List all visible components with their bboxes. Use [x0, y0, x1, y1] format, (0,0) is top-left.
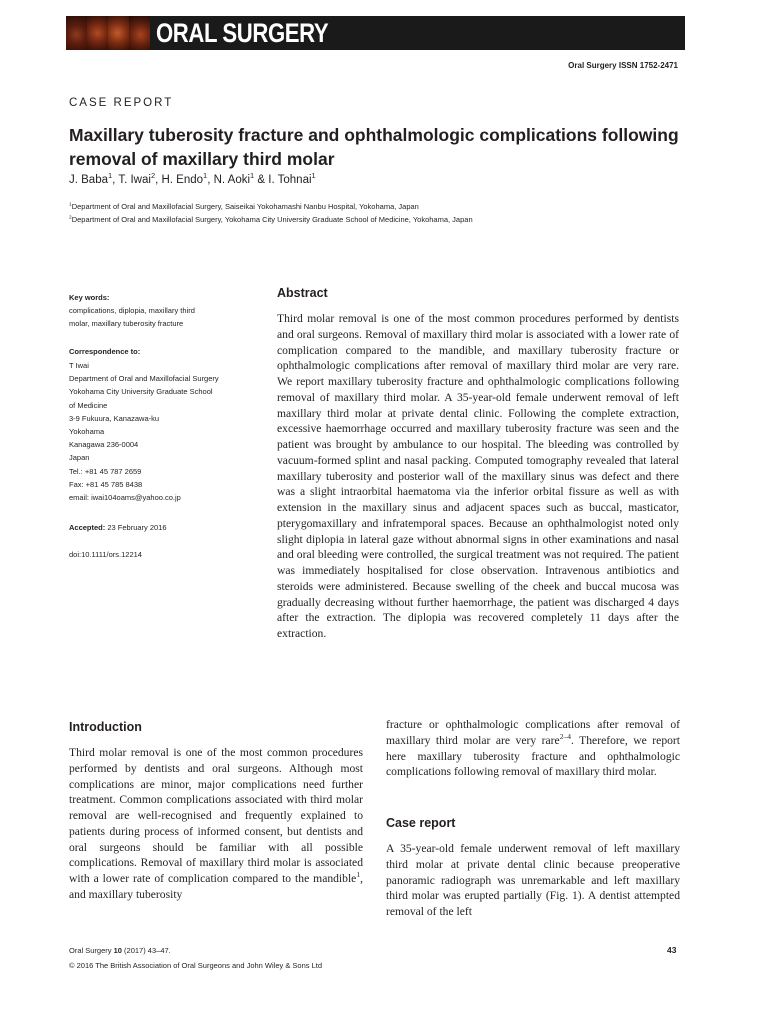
keywords-heading: Key words: [69, 293, 110, 302]
correspondence-email[interactable]: email: iwai104oams@yahoo.co.jp [69, 493, 181, 503]
journal-banner [66, 16, 685, 50]
case-report-text: A 35-year-old female underwent removal of left maxillary third molar at private dental clinic because preoperative panoramic radiograph was unremarkable and left maxillary third molar was erupted partially (Fig. 1). A dentist attempted removal of the left [386, 842, 680, 918]
affiliation: $^1$Department of Oral and Maxillofacial Surgery, Saiseikai Yokohamashi Nanbu Hospital, Yokohama, Japan [69, 202, 419, 211]
correspondence-heading: Correspondence to: [69, 347, 141, 356]
author-list [69, 171, 316, 186]
journal-issn: Oral Surgery ISSN 1752-2471 [568, 61, 678, 70]
footer-copyright: © 2016 The British Association of Oral Surgeons and John Wiley & Sons Ltd [69, 961, 323, 970]
banner-photo [129, 16, 150, 50]
article-type: CASE REPORT [69, 97, 174, 109]
introduction-text: Third molar removal is one of the most common procedures performed by dentists and oral surgeons. Although most complications are minor, major complications need further treatment. Common complications associated with third molar removal are well-recognised and frequently explained to patients during process of informed consent, but dentists and oral surgeons should be familiar with all possible complications. Removal of maxillary third molar is associated with a lower rate of complication compared to the mandible$^1$, and maxillary tuberosity [69, 746, 363, 901]
author: N. Aoki$^1$ & [213, 171, 269, 186]
correspondence-address: T Iwai Department of Oral and Maxillofacial Surgery Yokohama City University Graduate School of Medicine 3-9 Fukuura, Kanazawa-ku Yokohama Kanagawa 236-0004 Japan Tel.: +81 45 787 2659 Fax: +81 45 785 8438 email: iwai104oams@yahoo.co.jp [69, 359, 269, 504]
citation-ref[interactable]: 1 [356, 870, 361, 880]
abstract-heading: Abstract [277, 286, 328, 300]
accepted-date: Accepted: 23 February 2016 [69, 523, 167, 532]
citation-ref[interactable]: 2–4 [559, 731, 571, 741]
introduction-heading: Introduction [69, 720, 142, 734]
keywords: complications, diplopia, maxillary third molar, maxillary tuberosity fracture [69, 306, 195, 329]
banner-photo [66, 16, 87, 50]
page-number: 43 [667, 945, 677, 955]
banner-photo-strip [66, 16, 150, 50]
doi[interactable]: doi:10.1111/ors.12214 [69, 550, 142, 559]
author: T. Iwai$^2$, [118, 171, 162, 186]
abstract-text: Third molar removal is one of the most common procedures performed by dentists and oral surgeons. Removal of maxillary third molar is associated with a lower rate of complication compared to the mandible, and maxillary tuberosity fracture or ophthalmologic complications after removal of maxillary third molar are very rare. We report maxillary tuberosity fracture and ophthalmologic complications following removal of maxillary third molar. A 35-year-old female underwent removal of left maxillary third molar at private dental clinic. Following the complete extraction, excessive haemorrhage occurred and maxillary tuberosity fracture was seen and the patient was brought by ambulance to our hospital. The bleeding was controlled by vacuum-formed splint and nasal packing. Computed tomography revealed that lateral maxillary tuberosity and posterior wall of the maxillary sinus was defect and there was a slight intraorbital haematoma via the inferior orbital fissure as well as with extension in the maxillary sinus and adjacent spaces such as buccal, masticator, pterygomaxillary and infratemporal spaces. Because an ophthalmologist noted only slight diplopia in lateral gaze without abnormal signs in other examinations and nasal and oral bleeding were controlled, the surgical treatment was not required. The patient was immediately hospitalised for close observation. Intravenous antibiotics and steroids were administered. Because swelling of the cheek and buccal mucosa was gradually decreasing without further haemorrhage, the patient was discharged 4 days after the extraction. The diplopia was recovered completely 11 days after the extraction. [277, 312, 679, 640]
author: I. Tohnai$^1$ [268, 171, 316, 186]
banner-photo [108, 16, 129, 50]
banner-photo [87, 16, 108, 50]
article-title: Maxillary tuberosity fracture and ophthalmologic complications following removal of maxillary third molar [69, 125, 679, 169]
affiliation: $^2$Department of Oral and Maxillofacial Surgery, Yokohama City University Graduate School of Medicine, Yokohama, Japan [69, 215, 473, 224]
author: H. Endo$^1$, [161, 171, 214, 186]
case-report-heading: Case report [386, 816, 456, 830]
author: J. Baba$^1$, [69, 171, 119, 186]
footer-citation: Oral Surgery 10 (2017) 43–47. [69, 946, 171, 955]
introduction-text-continued: fracture or ophthalmologic complications after removal of maxillary third molar are very rare$^{2-4}$. Therefore, we report here maxillary tuberosity fracture and ophthalmologic complications following removal of maxillary third molar. [386, 718, 680, 779]
journal-name: ORAL SURGERY [156, 18, 329, 48]
